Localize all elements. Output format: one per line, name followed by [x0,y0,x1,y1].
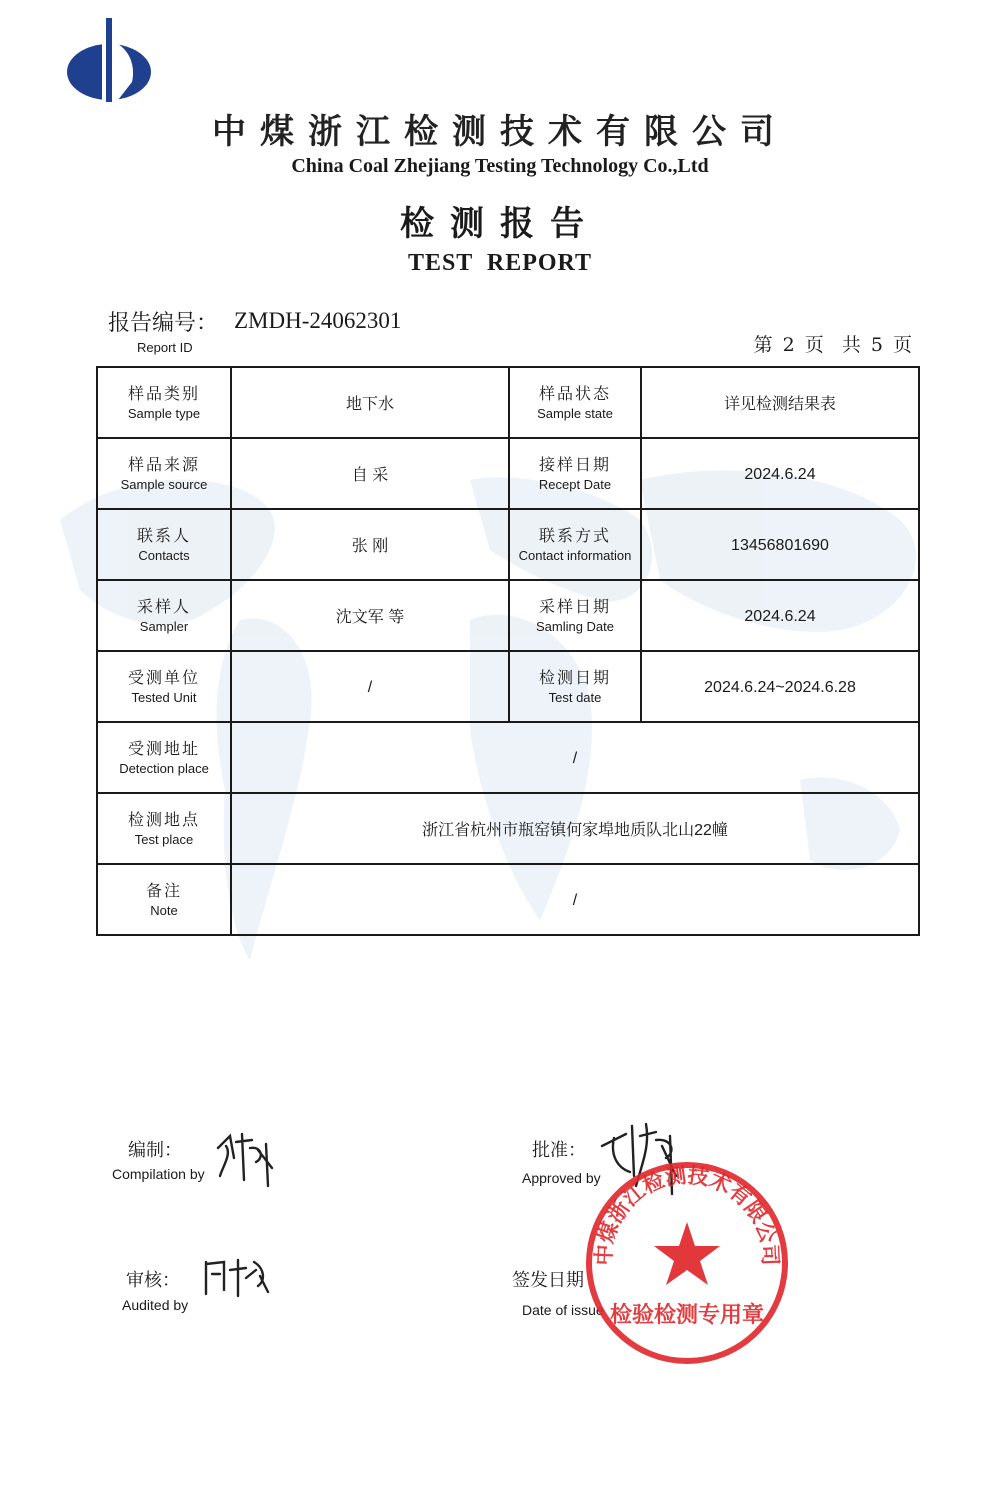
sample-state-text: 详见检测结果表 [723,396,836,413]
page-number: 第 2 页 共 5 页 [753,334,914,356]
sampling-date-label-cn: 采样日期 [538,596,611,616]
sample-source-text: 自 采 [351,467,389,484]
sample-state-label [509,367,641,438]
sample-state-label-cn: 样品状态 [538,383,611,403]
tested-unit-label [97,651,231,722]
report-title-cn: 检测报告 [400,204,600,244]
contacts-label [97,509,231,580]
receipt-date-text: 2024.6.24 [744,465,816,483]
contacts-value [231,509,509,580]
approved-label-en: Approved by [522,1170,601,1186]
test-date-text: 2024.6.24~2024.6.28 [704,678,856,696]
detection-place-label [97,722,231,793]
tested-unit-value [231,651,509,722]
sample-info-table [96,366,920,936]
sampling-date-label-en: Samling Date [535,618,615,634]
note-text: / [572,891,578,909]
sample-type-label-cn: 样品类别 [127,383,200,403]
compilation-label-en: Compilation by [112,1166,205,1182]
report-id-value: ZMDH-24062301 [234,308,402,333]
sample-type-label-en: Sample type [127,405,201,421]
issue-date-label-en: Date of issue [522,1302,604,1318]
test-place-text: 浙江省杭州市瓶窑镇何家埠地质队北山22幢 [422,822,728,839]
approved-label-cn: 批准： [532,1140,586,1161]
sampler-label-cn: 采样人 [136,596,191,616]
test-place-label-cn: 检测地点 [127,809,200,829]
tested-unit-label-cn: 受测单位 [127,667,200,687]
note-label-cn: 备注 [145,880,182,900]
receipt-date-label [509,438,641,509]
test-place-value [231,793,919,864]
table-row [97,864,919,935]
company-name-cn: 中煤浙江检测技术有限公司 [212,112,788,152]
sample-state-value [641,367,919,438]
sample-type-text: 地下水 [345,396,394,413]
contact-info-value [641,509,919,580]
sample-type-label [97,367,231,438]
table-row [97,651,919,722]
detection-place-label-en: Detection place [119,760,209,776]
audited-label-en: Audited by [122,1297,189,1313]
report-id-label-en: Report ID [137,340,193,355]
sample-source-label [97,438,231,509]
company-logo-icon [62,12,156,106]
tested-unit-text: / [367,678,373,696]
contact-info-text: 13456801690 [731,536,829,554]
test-place-label-en: Test place [134,831,194,847]
note-value [231,864,919,935]
audited-label-cn: 审核： [126,1270,180,1291]
contacts-label-en: Contacts [138,547,190,563]
receipt-date-label-en: Recept Date [538,476,612,492]
contacts-text: 张 刚 [351,538,389,555]
sampler-text: 沈文军 等 [335,609,405,626]
table-row [97,722,919,793]
contact-info-label-cn: 联系方式 [538,525,611,545]
contact-info-label-en: Contact information [518,547,632,563]
sampling-date-text: 2024.6.24 [744,607,816,625]
test-date-label-en: Test date [548,689,602,705]
test-place-label [97,793,231,864]
sampling-date-label [509,580,641,651]
compilation-signature-icon [212,1128,282,1192]
detection-place-text: / [572,749,578,767]
compilation-label-cn: 编制： [128,1140,182,1161]
sample-source-label-en: Sample source [120,476,208,492]
table-row [97,438,919,509]
table-row [97,509,919,580]
receipt-date-value [641,438,919,509]
contact-info-label [509,509,641,580]
test-date-label [509,651,641,722]
table-row [97,367,919,438]
sampler-label [97,580,231,651]
report-title-en: TEST REPORT [407,250,593,276]
detection-place-label-cn: 受测地址 [127,738,200,758]
sample-source-label-cn: 样品来源 [127,454,200,474]
receipt-date-label-cn: 接样日期 [538,454,611,474]
note-label-en: Note [150,902,178,918]
seal-bottom-text: 检验检测专用章 [609,1303,765,1328]
note-label [97,864,231,935]
audited-signature-icon [202,1256,272,1300]
test-date-label-cn: 检测日期 [538,667,611,687]
sample-state-label-en: Sample state [537,405,613,421]
detection-place-value [231,722,919,793]
sampler-value [231,580,509,651]
contacts-label-cn: 联系人 [136,525,191,545]
sample-source-value [231,438,509,509]
sampler-label-en: Sampler [139,618,189,634]
official-seal-icon [584,1160,790,1366]
sampling-date-value [641,580,919,651]
table-row [97,580,919,651]
report-id-label: 报告编号： [108,311,219,336]
tested-unit-label-en: Tested Unit [131,689,197,705]
company-name-en: China Coal Zhejiang Testing Technology Co.,Ltd [291,155,709,177]
test-date-value [641,651,919,722]
seal-ring-text: 中煤浙江检测技术有限公司 [591,1163,783,1266]
table-row [97,793,919,864]
issue-date-label-cn: 签发日期 [512,1270,584,1291]
sample-type-value [231,367,509,438]
